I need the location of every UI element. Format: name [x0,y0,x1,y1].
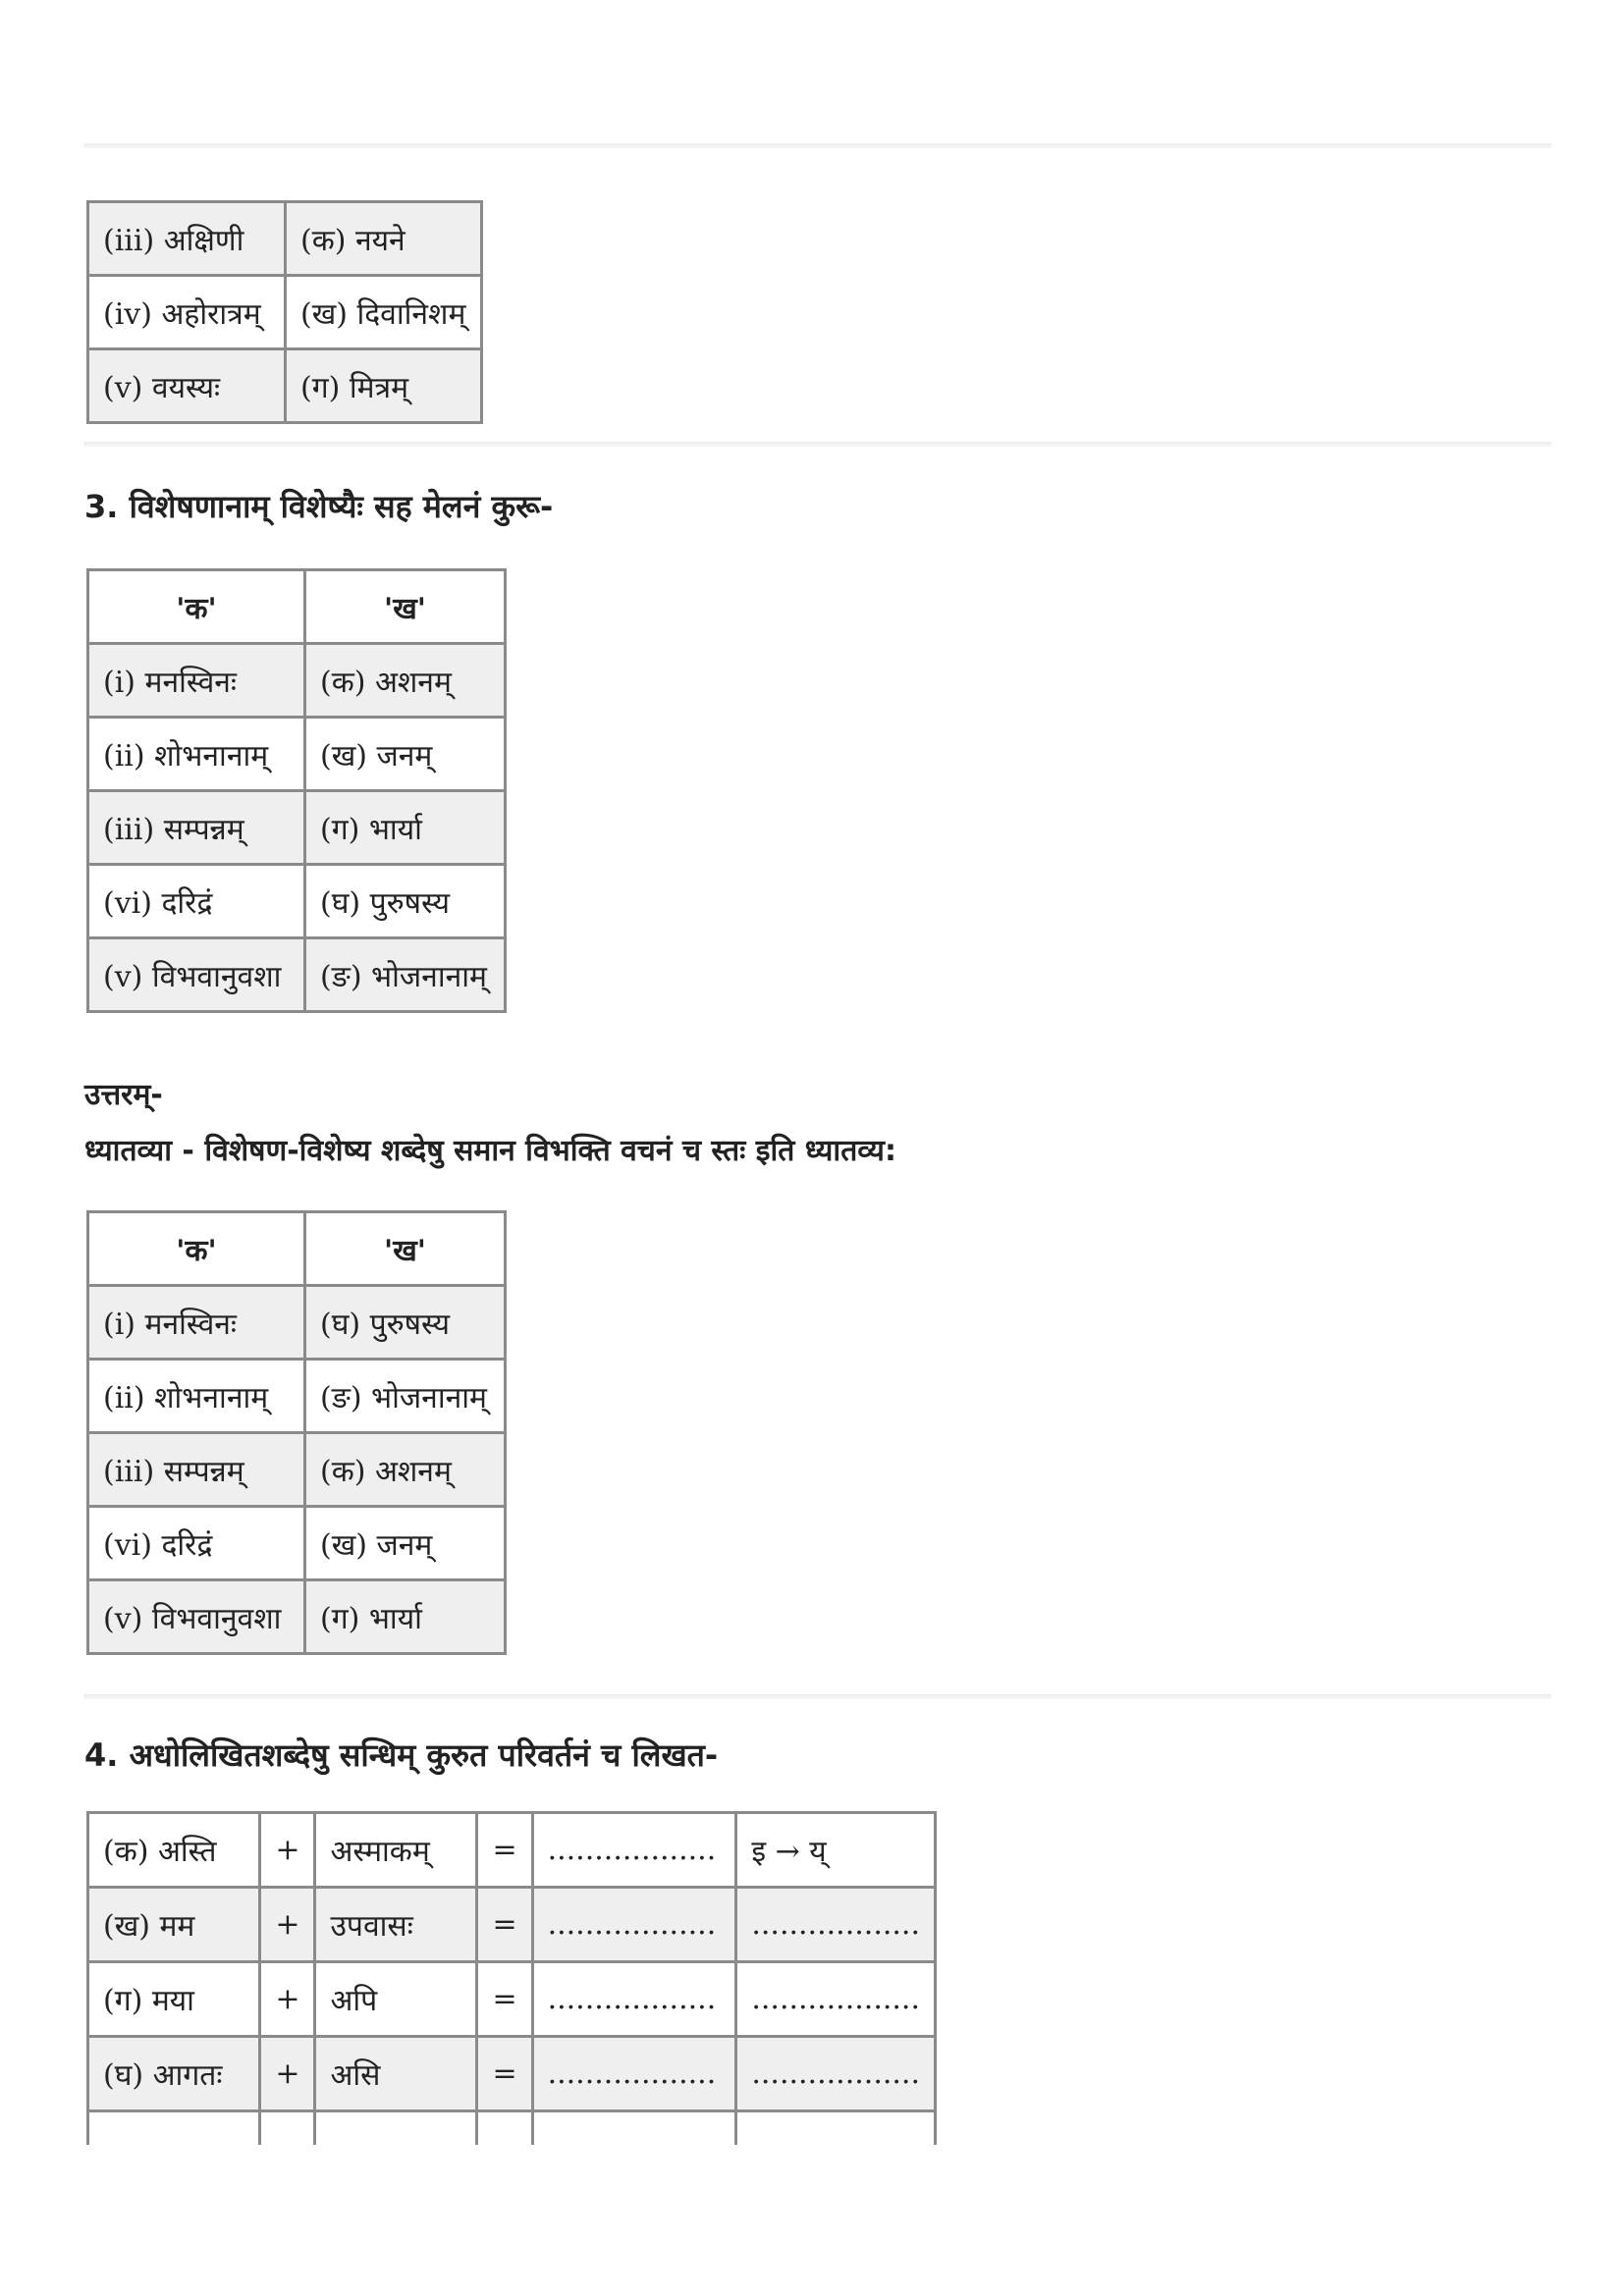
table-header-row [88,1212,506,1286]
table-cell: (ग) मया [88,1962,260,2037]
plus-sign: + [260,1813,315,1888]
answer-label: उत्तरम्- [84,1078,163,1112]
table-row [88,718,506,791]
change-blank: .................. [736,2037,936,2111]
question-4-table [86,1811,937,2145]
table-cell: (ग) मित्रम् [286,349,482,423]
table-cell: (घ) पुरुषस्य [305,1286,506,1360]
table-cell: (iii) सम्पन्नम् [88,791,305,865]
table-row [88,202,482,276]
question-3-heading: 3. विशेषणानाम् विशेष्यैः सह मेलनं कुरू- [84,488,554,525]
table-cell: (i) मनस्विनः [88,1286,305,1360]
table-cell [260,2111,315,2146]
table-cell: (ङ) भोजनानाम् [305,938,506,1012]
table-cell: (क) अशनम् [305,1433,506,1507]
column-header: 'ख' [305,1212,506,1286]
table-cell [315,2111,477,2146]
table-cell: (ग) भार्या [305,791,506,865]
table-cell: (क) अस्ति [88,1813,260,1888]
table-cell: (ख) दिवानिशम् [286,276,482,349]
table-cell [736,2111,936,2146]
separator [83,1694,1551,1699]
table-cell: (ग) भार्या [305,1580,506,1654]
separator [83,442,1551,447]
answer-note: ध्यातव्या - विशेषण-विशेष्य शब्देषु समान विभक्ति वचनं च स्तः इति ध्यातव्य: [84,1134,896,1168]
equals-sign: = [477,1888,532,1962]
table-cell [477,2111,532,2146]
column-header: 'क' [88,570,305,644]
table-cell: (iii) सम्पन्नम् [88,1433,305,1507]
question-3-table [86,568,507,1013]
table-cell: (घ) पुरुषस्य [305,865,506,938]
table-cell: (ii) शोभनानाम् [88,1360,305,1433]
table-cell: (ख) मम [88,1888,260,1962]
table-row [88,1813,936,1888]
plus-sign: + [260,2037,315,2111]
table-cell: (ख) जनम् [305,718,506,791]
table-cell: (घ) आगतः [88,2037,260,2111]
change-cell: इ → य् [736,1813,936,1888]
table-row [88,1286,506,1360]
table-cell: (क) अशनम् [305,644,506,718]
table-row [88,791,506,865]
table-row-cut [88,2111,936,2146]
answer-blank: .................. [532,1813,736,1888]
table-cell: (vi) दरिद्रं [88,1507,305,1580]
table-cell: अस्माकम् [315,1813,477,1888]
question-4-heading: 4. अधोलिखितशब्देषु सन्धिम् कुरुत परिवर्तनं च लिखत- [84,1736,719,1774]
table-cell [532,2111,736,2146]
table-cell [88,2111,260,2146]
column-header: 'ख' [305,570,506,644]
table-row [88,1360,506,1433]
table-cell: (v) विभवानुवशा [88,1580,305,1654]
table-cell: (iii) अक्षिणी [88,202,286,276]
table-cell: (ङ) भोजनानाम् [305,1360,506,1433]
table-row [88,1888,936,1962]
table-cell: उपवासः [315,1888,477,1962]
table-header-row [88,570,506,644]
table-cell: (i) मनस्विनः [88,644,305,718]
table-row [88,1433,506,1507]
table-cell: (ख) जनम् [305,1507,506,1580]
table-cell: अपि [315,1962,477,2037]
table-cell: (v) वयस्यः [88,349,286,423]
plus-sign: + [260,1962,315,2037]
answer-blank: .................. [532,1888,736,1962]
equals-sign: = [477,1813,532,1888]
table-row [88,349,482,423]
table-row [88,865,506,938]
table-cell: असि [315,2037,477,2111]
question-4-table-wrapper [86,1811,937,2145]
table-row [88,2037,936,2111]
equals-sign: = [477,2037,532,2111]
table-row [88,644,506,718]
table-cell: (iv) अहोरात्रम् [88,276,286,349]
synonyms-table-continued [86,200,483,424]
table-row [88,1962,936,2037]
table-cell: (vi) दरिद्रं [88,865,305,938]
table-cell: (v) विभवानुवशा [88,938,305,1012]
answer-blank: .................. [532,2037,736,2111]
table-cell: (क) नयने [286,202,482,276]
table-row [88,1580,506,1654]
change-blank: .................. [736,1888,936,1962]
plus-sign: + [260,1888,315,1962]
table-row [88,938,506,1012]
question-3-answer-table [86,1210,507,1655]
table-row [88,276,482,349]
table-cell: (ii) शोभनानाम् [88,718,305,791]
equals-sign: = [477,1962,532,2037]
separator-top [83,143,1551,148]
answer-blank: .................. [532,1962,736,2037]
table-row [88,1507,506,1580]
change-blank: .................. [736,1962,936,2037]
column-header: 'क' [88,1212,305,1286]
